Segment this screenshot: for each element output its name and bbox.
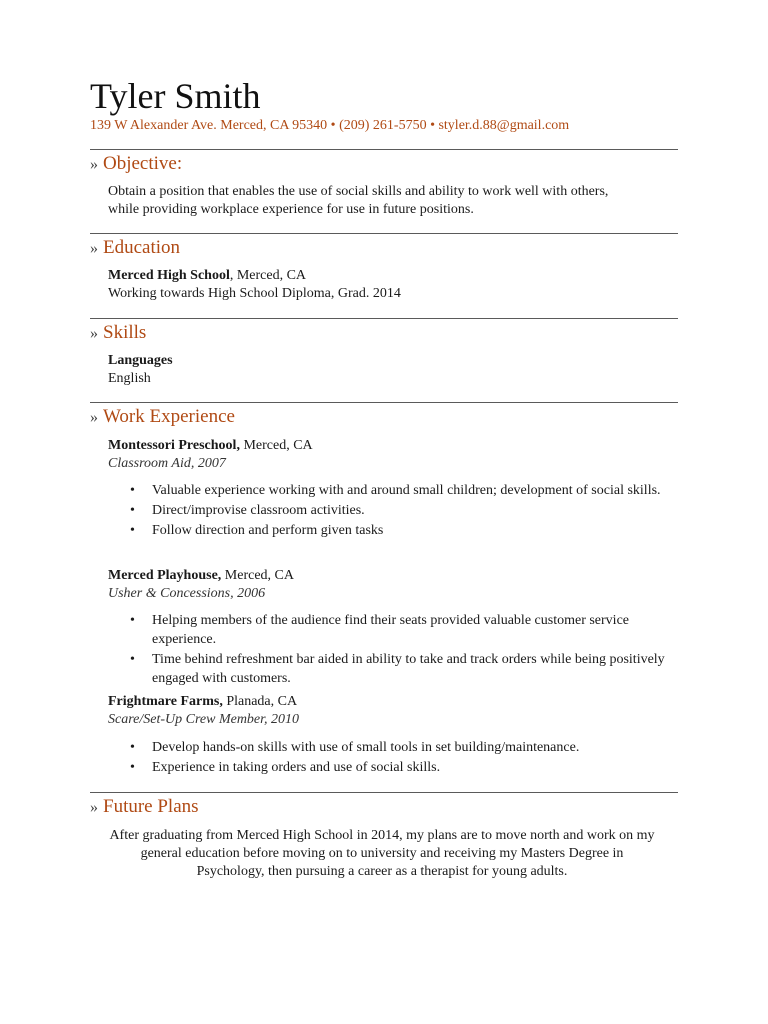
section-divider — [90, 402, 678, 403]
bullet-dot: • — [130, 503, 135, 518]
job-header — [108, 567, 668, 603]
bullet-item — [108, 650, 668, 688]
job-role: Scare/Set-Up Crew Member, 2010 — [108, 712, 300, 727]
job-header — [108, 693, 668, 729]
heading-marker: » — [90, 799, 98, 816]
bullet-text: Experience in taking orders and use of social skills. — [152, 760, 441, 775]
job-location: Planada, CA — [222, 694, 298, 709]
bullet-dot: • — [130, 613, 135, 628]
skills-heading — [90, 321, 146, 346]
section-divider — [90, 233, 678, 234]
bullet-dot: • — [130, 652, 135, 667]
future-line: Psychology, then pursuing a career as a therapist for young adults. — [196, 864, 568, 879]
objective-line: Obtain a position that enables the use of social skills and ability to work well with others, — [108, 184, 609, 199]
education-detail: Working towards High School Diploma, Grad. 2014 — [108, 286, 401, 301]
job-bullets — [108, 738, 668, 778]
future-line: After graduating from Merced High School in 2014, my plans are to move north and work on my — [109, 828, 655, 843]
skill-value: English — [108, 371, 151, 386]
education-heading — [90, 236, 180, 261]
bullet-dot: • — [130, 483, 135, 498]
job-employer-line — [108, 693, 668, 711]
bullet-item — [108, 501, 668, 520]
job-bullets — [108, 481, 668, 541]
job-employer: Merced Playhouse, — [108, 568, 222, 583]
bullet-text: Time behind refreshment bar aided in ability to take and track orders while being positively engaged with customers. — [152, 652, 665, 686]
job-location: Merced, CA — [221, 568, 294, 583]
skills-title: Skills — [103, 322, 147, 343]
bullet-dot: • — [130, 740, 135, 755]
school-name: Merced High School — [108, 268, 230, 283]
bullet-dot: • — [130, 523, 135, 538]
job-employer-line — [108, 437, 668, 455]
section-divider — [90, 149, 678, 150]
job-role: Usher & Concessions, 2006 — [108, 586, 266, 601]
job-employer: Montessori Preschool, — [108, 438, 240, 453]
education-entry — [108, 267, 668, 303]
job-employer: Frightmare Farms, — [108, 694, 223, 709]
heading-marker: » — [90, 325, 98, 342]
contact-line: 139 W Alexander Ave. Merced, CA 95340 • (209) 261-5750 • styler.d.88@gmail.com — [90, 118, 570, 133]
skills-entry — [108, 352, 668, 388]
bullet-text: Valuable experience working with and around small children; development of social skills. — [152, 483, 661, 498]
school-location: , Merced, CA — [229, 268, 307, 283]
objective-title: Objective: — [103, 153, 183, 174]
education-school-line — [108, 267, 668, 285]
bullet-item — [108, 738, 668, 757]
resume-name: Tyler Smith — [90, 76, 261, 116]
section-divider — [90, 792, 678, 793]
section-divider — [90, 318, 678, 319]
objective-line: while providing workplace experience for use in future positions. — [108, 202, 474, 217]
work-heading — [90, 405, 235, 430]
future-heading — [90, 795, 199, 820]
heading-marker: » — [90, 156, 98, 173]
job-employer-line — [108, 567, 668, 585]
bullet-dot: • — [130, 760, 135, 775]
heading-marker: » — [90, 240, 98, 257]
bullet-text: Helping members of the audience find their seats provided valuable customer service experience. — [152, 613, 629, 647]
work-title: Work Experience — [103, 406, 235, 427]
heading-marker: » — [90, 409, 98, 426]
skill-category: Languages — [108, 353, 173, 368]
bullet-item — [108, 481, 668, 500]
education-title: Education — [103, 237, 181, 258]
objective-heading — [90, 152, 182, 177]
job-role: Classroom Aid, 2007 — [108, 456, 226, 471]
job-bullets — [108, 611, 668, 689]
bullet-item — [108, 521, 668, 540]
job-location: Merced, CA — [239, 438, 313, 453]
job-header — [108, 437, 668, 473]
bullet-text: Direct/improvise classroom activities. — [152, 503, 365, 518]
bullet-item — [108, 758, 668, 777]
future-line: general education before moving on to university and receiving my Masters Degree in — [140, 846, 624, 861]
future-title: Future Plans — [103, 796, 199, 817]
objective-text — [108, 183, 668, 219]
future-text — [90, 827, 674, 881]
bullet-item — [108, 611, 668, 649]
bullet-text: Follow direction and perform given tasks — [152, 523, 384, 538]
bullet-text: Develop hands-on skills with use of small tools in set building/maintenance. — [152, 740, 580, 755]
